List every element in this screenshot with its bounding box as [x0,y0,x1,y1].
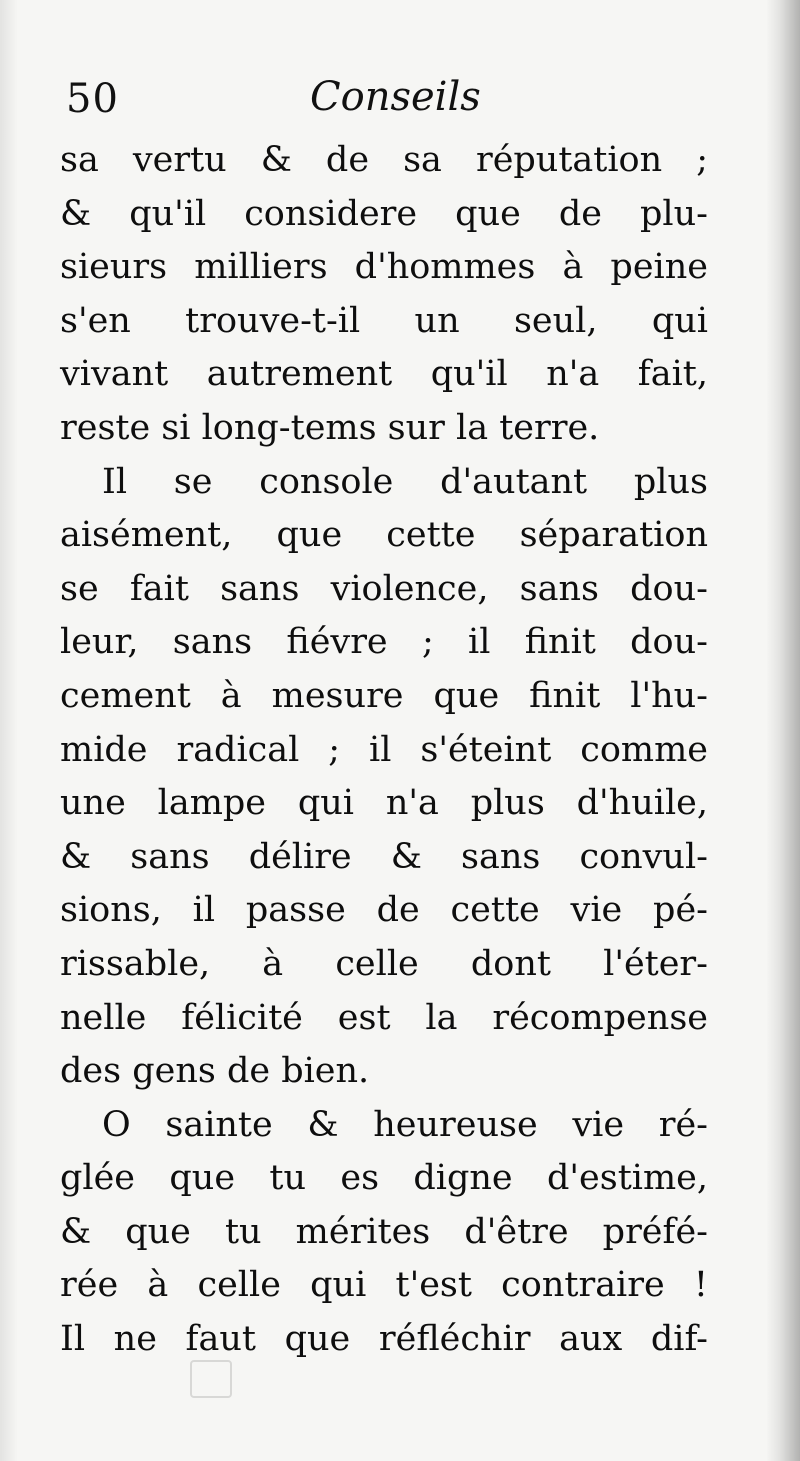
gutter-shadow [0,0,18,1461]
text-line: rée à celle qui t'est contraire ! [60,1265,708,1306]
text-line: leur, sans fiévre ; il finit dou- [60,622,708,663]
text-line: aisément, que cette séparation [60,515,708,556]
text-line: se fait sans violence, sans dou- [60,568,708,609]
text-line: sieurs milliers d'hommes à peine [60,247,708,288]
text-line: & sans délire & sans convul- [60,836,708,877]
text-line: reste si long-tems sur la terre. [60,407,600,448]
page-header [66,74,706,130]
text-line: s'en trouve-t-il un seul, qui [60,300,708,341]
text-line: rissable, à celle dont l'éter- [60,943,708,984]
text-line: cement à mesure que finit l'hu- [60,675,708,716]
text-line: sions, il passe de cette vie pé- [60,890,708,931]
text-line: Il se console d'autant plus [102,461,708,502]
body-text [60,134,708,1367]
text-line: sa vertu & de sa réputation ; [60,140,708,180]
running-head: Conseils [310,74,481,120]
text-line: une lampe qui n'a plus d'huile, [60,783,708,824]
text-line: glée que tu es digne d'estime, [60,1158,708,1199]
page-edge-shadow [766,0,800,1461]
text-line: mide radical ; il s'éteint comme [60,729,708,770]
text-line: des gens de bien. [60,1051,370,1092]
text-line: O sainte & heureuse vie ré- [102,1104,708,1145]
text-line: nelle félicité est la récompense [60,997,708,1038]
show-through-mark [190,1360,232,1398]
text-line: & qu'il considere que de plu- [60,193,708,234]
page-number: 50 [66,76,119,122]
text-line: & que tu mérites d'être préfé- [60,1211,708,1252]
text-line: vivant autrement qu'il n'a fait, [60,354,708,395]
text-line: Il ne faut que réfléchir aux dif- [60,1319,708,1360]
